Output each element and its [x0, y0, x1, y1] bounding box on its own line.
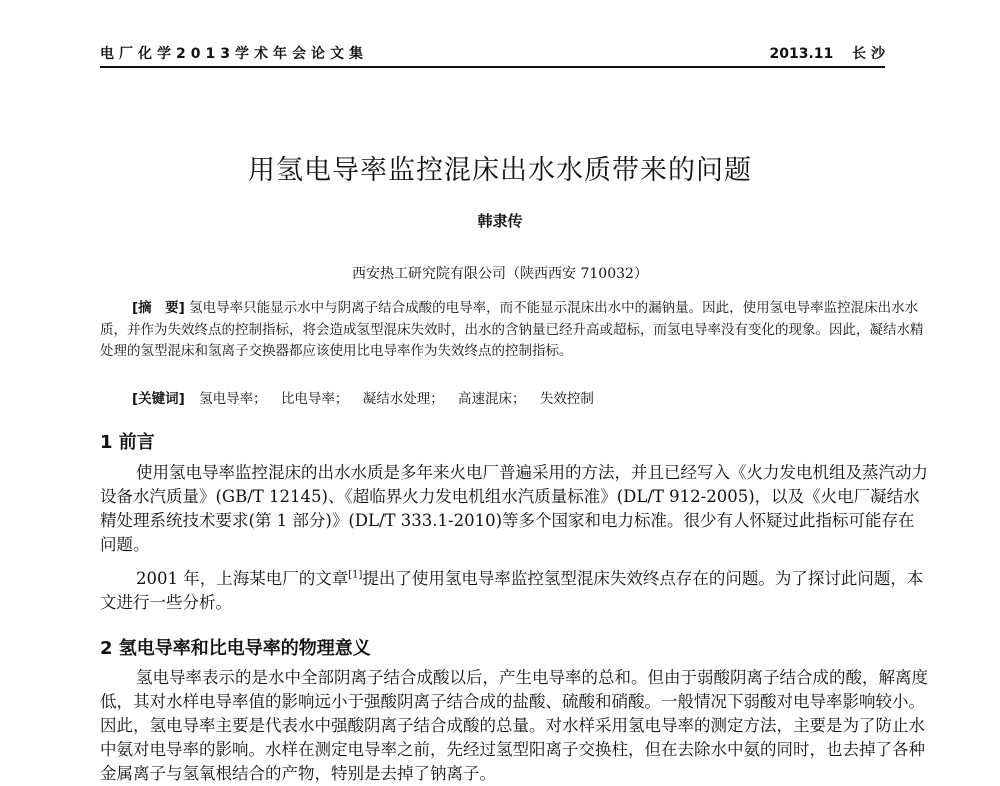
keyword: 比电导率；: [280, 391, 349, 407]
keyword: 高速混床；: [458, 391, 526, 407]
paragraph-text: 提出了使用氢电导率监控氢型混床失效终点存在的问题。为了探讨此问题，本文进行一些分析。: [100, 569, 924, 612]
keyword: 凝结水处理；: [362, 391, 444, 407]
section-heading-physical-meaning: 2 氢电导率和比电导率的物理意义: [100, 638, 371, 659]
abstract-text: 氢电导率只能显示水中与阴离子结合成酸的电导率，而不能显示混床出水中的漏钠量。因此，使用氢电导率监控混床出水水质，并作为失效终点的控制指标，将会造成氢型混床失效时，出水的含钠量已经升高或超标，而氢电导率没有变化的现象。因此，凝结水精处理的氢型混床和氢离子交换器都应该使用比电导率作为失效终点的控制指标。: [100, 300, 924, 359]
citation-ref: [1]: [348, 569, 363, 581]
abstract: [100, 298, 930, 363]
body-paragraph: 氢电导率表示的是水中全部阴离子结合成酸以后，产生电导率的总和。但由于弱酸阴离子结合成的酸，解离度低，其对水样电导率值的影响远小于强酸阴离子结合成的盐酸、硫酸和硝酸。一般情况下弱酸对电导率影响较小。因此，氢电导率主要是代表水中强酸阴离子结合成酸的总量。对水样采用氢电导率的测定方法，主要是为了防止水中氨对电导率的影响。水样在测定电导率之前，先经过氢型阳离子交换柱，但在去除水中氨的同时，也去掉了各种金属离子与氢氧根结合的产物，特别是去掉了钠离子。: [100, 668, 928, 783]
author-name: 韩隶传: [477, 212, 523, 230]
paragraph-text: 2001 年，上海某电厂的文章: [136, 569, 349, 588]
keywords: [132, 387, 932, 407]
header-year: 2013.11: [769, 46, 834, 62]
author-affiliation: 西安热工研究院有限公司（陕西西安 710032）: [352, 266, 648, 282]
keywords-label: [关键词]: [132, 391, 185, 407]
header-date-location: [755, 43, 885, 63]
header-city: 长 沙: [852, 46, 885, 62]
running-header: [100, 40, 885, 68]
section-heading-introduction: 1 前言: [100, 432, 155, 453]
keyword: 失效控制: [539, 391, 594, 407]
journal-title: 电厂化学2013学术年会论文集: [100, 46, 368, 62]
body-paragraph: 使用氢电导率监控混床的出水水质是多年来火电厂普遍采用的方法，并且已经写入《火力发电机组及蒸汽动力设备水汽质量》(GB/T 12145)、《超临界火力发电机组水汽质量标准》(DL/T 912-2005)，以及《火电厂凝结水精处理系统技术要求(第 1 部分)》(DL/T 333.1-2010)等多个国家和电力标准。很少有人怀疑过此指标可能存在问题。: [100, 463, 928, 554]
abstract-label: [摘 要]: [132, 300, 185, 316]
keyword: 氢电导率；: [199, 391, 267, 407]
paper-title: 用氢电导率监控混床出水水质带来的问题: [248, 155, 752, 186]
body-paragraph: [100, 567, 930, 615]
